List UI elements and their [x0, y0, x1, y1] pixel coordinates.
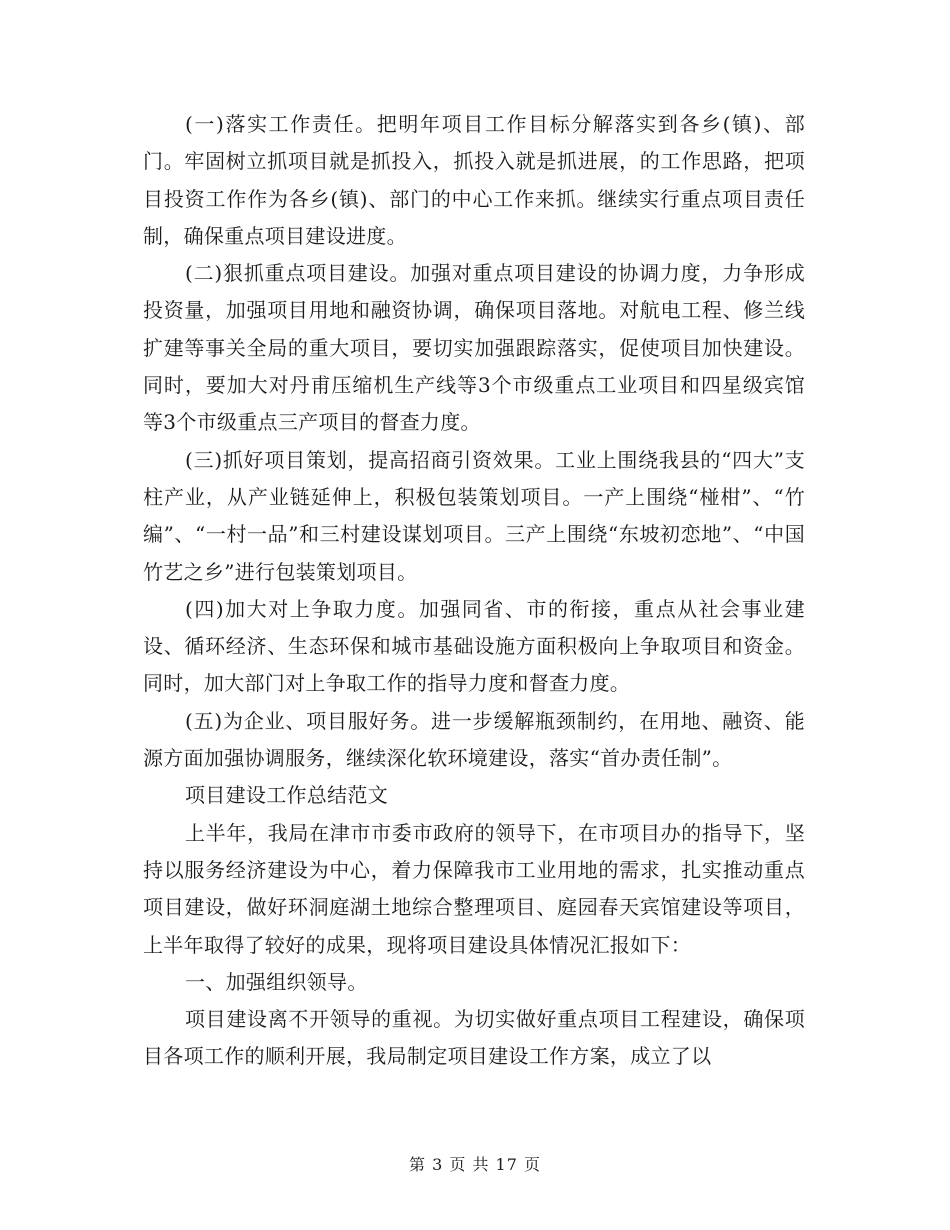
paragraph-enterprise-service: (五)为企业、项目服好务。进一步缓解瓶颈制约，在用地、融资、能源方面加强协调服务，继续深化软环境建设，落实“首办责任制”。	[143, 708, 805, 771]
paragraph-project-planning: (三)抓好项目策划，提高招商引资效果。工业上围绕我县的“四大”支柱产业，从产业链延伸上，积极包装策划项目。一产上围绕“椪柑”、“竹编”、“一村一品”和三村建设谋划项目。三产上围绕“东坡初恋地”、“中国竹艺之乡”进行包装策划项目。	[143, 447, 805, 584]
subsection-heading: 一、加强组织领导。	[185, 969, 368, 994]
paragraph-leadership: 项目建设离不开领导的重视。为切实做好重点项目工程建设，确保项目各项工作的顺利开展，我局制定项目建设工作方案，成立了以	[143, 1007, 805, 1069]
page-footer	[0, 1152, 950, 1175]
paragraph-responsibility: (一)落实工作责任。把明年项目工作目标分解落实到各乡(镇)、部门。牢固树立抓项目就是抓投入，抓投入就是抓进展，的工作思路，把项目投资工作作为各乡(镇)、部门的中心工作来抓。继续实行重点项目责任制，确保重点项目建设进度。	[143, 112, 805, 248]
paragraph-upward-funding: (四)加大对上争取力度。加强同省、市的衔接，重点从社会事业建设、循环经济、生态环保和城市基础设施方面积极向上争取项目和资金。同时，加大部门对上争取工作的指导力度和督查力度。	[143, 596, 805, 696]
document-body	[143, 106, 805, 1076]
section-heading: 项目建设工作总结范文	[185, 783, 388, 808]
page-number: 第 3 页 共 17 页	[409, 1155, 541, 1174]
paragraph-key-projects: (二)狠抓重点项目建设。加强对重点项目建设的协调力度，力争形成投资量，加强项目用地和融资协调，确保项目落地。对航电工程、修兰线扩建等事关全局的重大项目，要切实加强跟踪落实，促使项目加快建设。同时，要加大对丹甫压缩机生产线等3个市级重点工业项目和四星级宾馆等3个市级重点三产项目的督查力度。	[143, 261, 805, 435]
paragraph-summary-intro: 上半年，我局在津市市委市政府的领导下，在市项目办的指导下，坚持以服务经济建设为中心，着力保障我市工业用地的需求，扎实推动重点项目建设，做好环洞庭湖土地综合整理项目、庭园春天宾馆建设等项目，上半年取得了较好的成果，现将项目建设具体情况汇报如下：	[143, 820, 805, 957]
